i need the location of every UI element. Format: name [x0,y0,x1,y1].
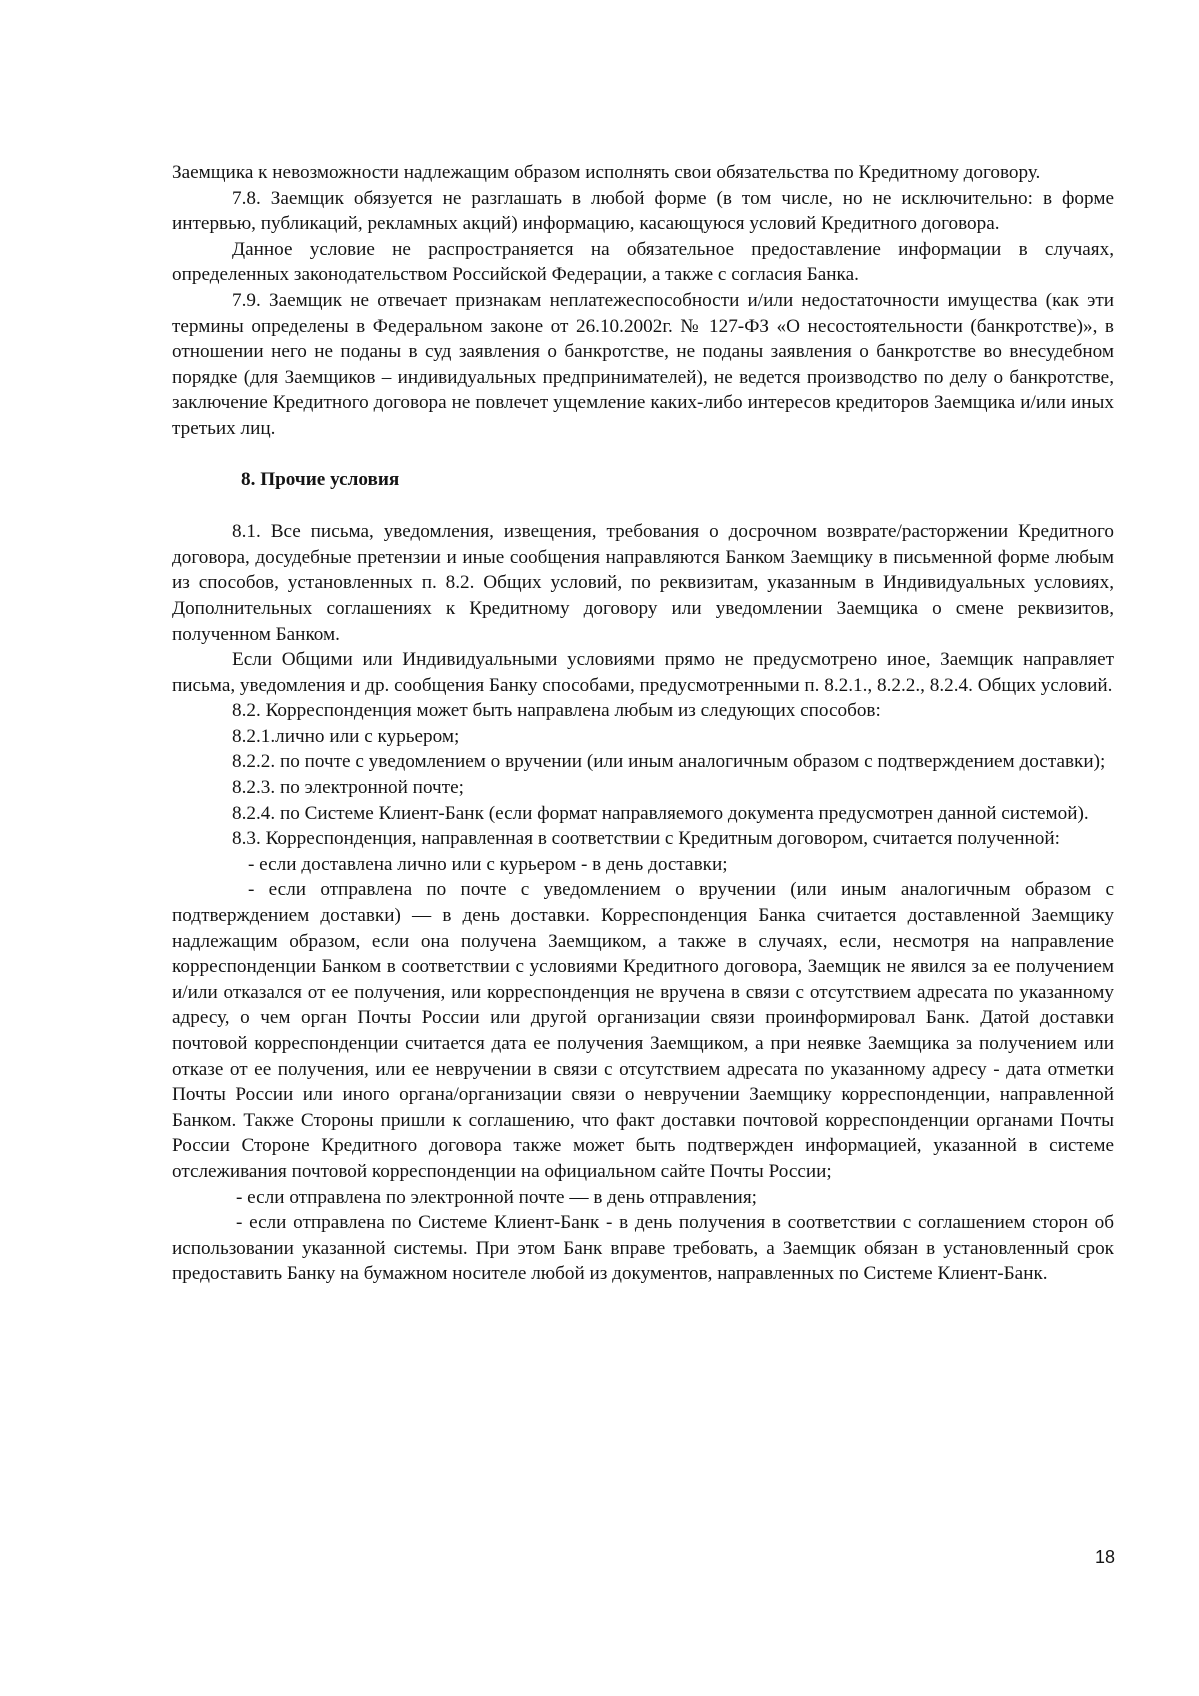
list-item-8-2-4: 8.2.4. по Системе Клиент-Банк (если формат направляемого документа предусмотрен данной системой). [232,802,1089,824]
paragraph-8-2: 8.2. Корреспонденция может быть направлена любым из следующих способов: [232,700,881,722]
list-item-8-2-3: 8.2.3. по электронной почте; [232,777,464,799]
list-item-8-2-1: 8.2.1.лично или с курьером; [232,725,460,747]
paragraph: Заемщика к невозможности надлежащим образом исполнять свои обязательства по Кредитному договору. [172,162,1041,183]
document-body [172,160,1114,1287]
section-heading: 8. Прочие условия [241,468,400,490]
list-item-dash: - если отправлена по Системе Клиент-Банк - в день получения в соответствии с соглашением сторон об использовании указанной системы. При этом Банк вправе требовать, а Заемщик обязан в установленный срок предоставить Банку на бумажном носителе любой из документов, направленных по Системе Клиент-Банк. [172,1212,1114,1285]
list-item-dash: - если доставлена лично или с курьером - в день доставки; [248,853,728,875]
paragraph: Если Общими или Индивидуальными условиями прямо не предусмотрено иное, Заемщик направляет письма, уведомления и др. сообщения Банку способами, предусмотренными п. 8.2.1., 8.2.2., 8.2.4. Общих условий. [172,649,1114,696]
paragraph: Данное условие не распространяется на обязательное предоставление информации в случаях, определенных законодательством Российской Федерации, а также с согласия Банка. [172,238,1114,286]
page-number: 18 [1095,1547,1116,1567]
paragraph-7-9: 7.9. Заемщик не отвечает признакам неплатежеспособности и/или недостаточности имущества (как эти термины определены в Федеральном законе от 26.10.2002г. № 127-ФЗ «О несостоятельности (банкротстве)», в отношении него не поданы в суд заявления о банкротстве, не поданы заявления о банкротстве во внесудебном порядке (для Заемщиков – индивидуальных предпринимателей), не ведется производство по делу о банкротстве, заключение Кредитного договора не повлечет ущемление каких-либо интересов кредиторов Заемщика и/или иных третьих лиц. [172,289,1114,439]
paragraph-7-8: 7.8. Заемщик обязуется не разглашать в любой форме (в том числе, но не исключительно: в форме интервью, публикаций, рекламных акций) информацию, касающуюся условий Кредитного договора. [172,187,1114,235]
paragraph-8-1: 8.1. Все письма, уведомления, извещения, требования о досрочном возврате/расторжении Кредитного договора, досудебные претензии и иные сообщения направляются Банком Заемщику в письменной форме любым из способов, установленных п. 8.2. Общих условий, по реквизитам, указанным в Индивидуальных условиях, Дополнительных соглашениях к Кредитному договору или уведомлении Заемщика о смене реквизитов, полученном Банком. [172,521,1114,645]
list-item-dash: - если отправлена по электронной почте — в день отправления; [236,1186,757,1208]
paragraph-8-3: 8.3. Корреспонденция, направленная в соответствии с Кредитным договором, считается полученной: [232,828,1060,850]
list-item-8-2-2: 8.2.2. по почте с уведомлением о вручении (или иным аналогичным образом с подтверждением доставки); [232,751,1106,773]
list-item-dash: - если отправлена по почте с уведомлением о вручении (или иным аналогичным образом с подтверждением доставки) — в день доставки. Корреспонденция Банка считается доставленной Заемщику надлежащим образом, если она получена Заемщиком, а также в случаях, если, несмотря на направление корреспонденции Банком в соответствии с условиями Кредитного договора, Заемщик не явился за ее получением и/или отказался от ее получения, или корреспонденция не вручена в связи с отсутствием адресата по указанному адресу, о чем орган Почты России или другой организации связи проинформировал Банк. Датой доставки почтовой корреспонденции считается дата ее получения Заемщиком, а при неявке Заемщика за получением или отказе от ее получения, или ее невручении в связи с отсутствием адресата по указанному адресу - дата отметки Почты России или иного органа/организации связи о невручении Заемщику корреспонденции, направленной Банком. Также Стороны пришли к соглашению, что факт доставки почтовой корреспонденции органами Почты России Стороне Кредитного договора также может быть подтвержден информацией, указанной в системе отслеживания почтовой корреспонденции на официальном сайте Почты России; [172,879,1114,1182]
